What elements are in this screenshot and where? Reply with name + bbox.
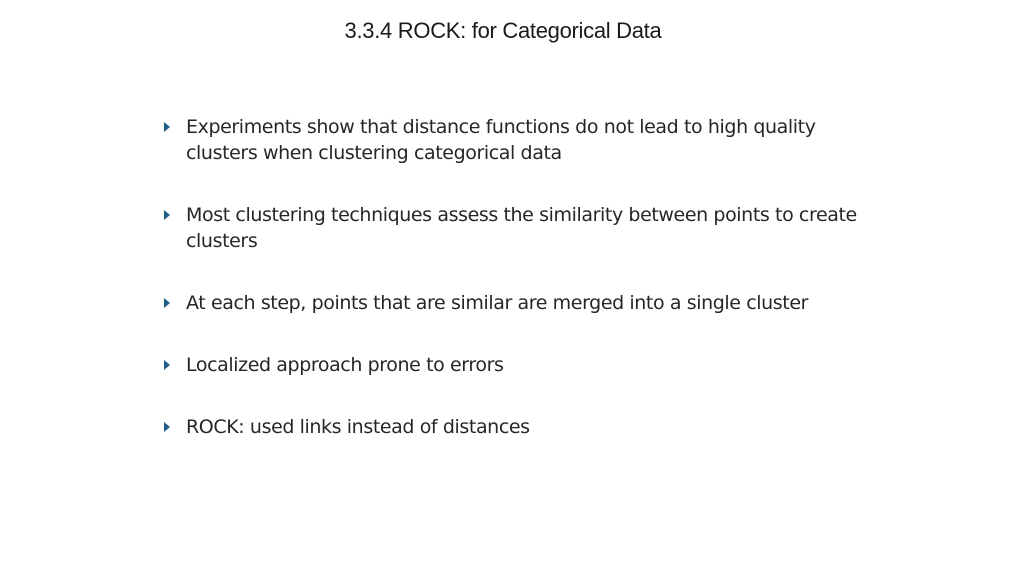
triangle-right-icon: [164, 210, 170, 220]
triangle-right-icon: [164, 422, 170, 432]
bullet-item: [160, 414, 860, 440]
bullet-text: ROCK: used links instead of distances: [186, 416, 530, 438]
bullet-list: [160, 114, 860, 476]
bullet-item: [160, 202, 860, 254]
triangle-right-icon: [164, 122, 170, 132]
bullet-text: At each step, points that are similar are merged into a single cluster: [186, 292, 809, 314]
slide-title: 3.3.4 ROCK: for Categorical Data: [344, 18, 662, 43]
bullet-text: Localized approach prone to errors: [186, 354, 504, 376]
bullet-item: [160, 290, 860, 316]
triangle-right-icon: [164, 360, 170, 370]
bullet-item: [160, 114, 860, 166]
bullet-text: Experiments show that distance functions do not lead to high quality clusters when clustering categorical data: [186, 116, 816, 164]
bullet-item: [160, 352, 860, 378]
triangle-right-icon: [164, 298, 170, 308]
bullet-text: Most clustering techniques assess the similarity between points to create clusters: [186, 204, 857, 252]
